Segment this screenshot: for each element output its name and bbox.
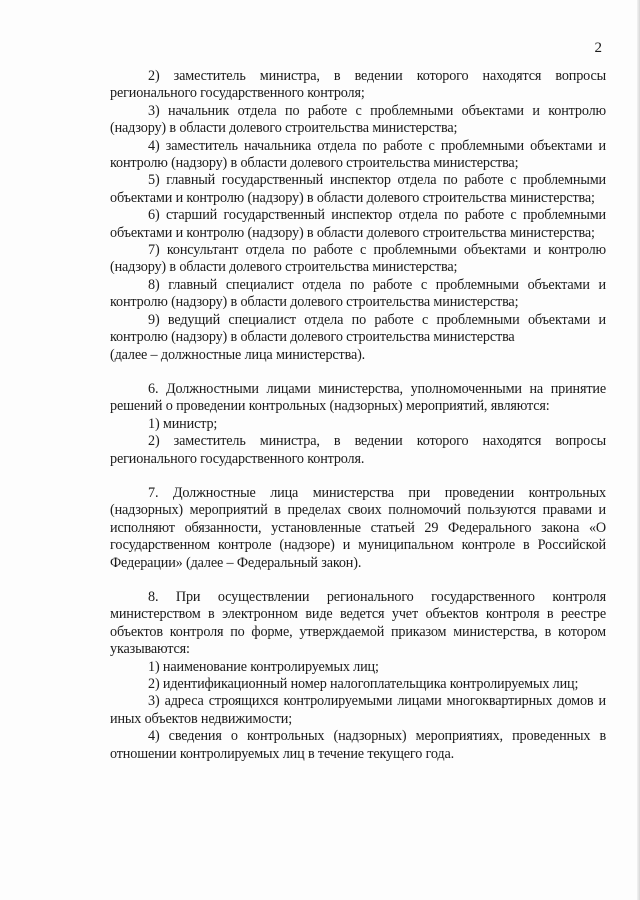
paragraph: 7. Должностные лица министерства при проведении контрольных (надзорных) мероприятий в пределах своих полномочий пользуются правами и исполняют обязанности, установленные статьей 29 Федерального закона «О государственном контроле (надзоре) и муниципальном контроле в Российской Федерации» (далее – Федеральный закон). <box>110 484 606 571</box>
paragraph: 6. Должностными лицами министерства, уполномоченными на принятие решений о проведении контрольных (надзорных) мероприятий, являются: <box>110 380 606 415</box>
paragraph: 2) заместитель министра, в ведении которого находятся вопросы регионального государственного контроля; <box>110 68 606 102</box>
paragraph: 2) идентификационный номер налогоплательщика контролируемых лиц; <box>148 676 579 692</box>
paragraph-gap <box>110 468 606 485</box>
paragraph-gap <box>110 364 606 381</box>
paragraph: 2) заместитель министра, в ведении которого находятся вопросы регионального государственного контроля. <box>110 433 606 467</box>
paragraph: 1) министр; <box>148 415 218 432</box>
paragraph: 6) старший государственный инспектор отдела по работе с проблемными объектами и контролю (надзору) в области долевого строительства министерства; <box>110 207 606 241</box>
paragraph: 1) наименование контролируемых лиц; <box>148 658 379 675</box>
paragraph: 4) сведения о контрольных (надзорных) мероприятиях, проведенных в отношении контролируемых лиц в течение текущего года. <box>110 728 606 762</box>
document-body <box>110 68 606 763</box>
paragraph-gap <box>110 572 606 589</box>
paragraph: 3) начальник отдела по работе с проблемными объектами и контролю (надзору) в области долевого строительства министерства; <box>110 102 606 137</box>
paragraph: 3) адреса строящихся контролируемыми лицами многоквартирных домов и иных объектов недвижимости; <box>110 693 606 727</box>
paragraph: 9) ведущий специалист отдела по работе с проблемными объектами и контролю (надзору) в области долевого строительства министерства (далее – должностные лица министерства). <box>110 311 606 363</box>
paragraph: 4) заместитель начальника отдела по работе с проблемными объектами и контролю (надзору) в области долевого строительства министерства; <box>110 137 606 172</box>
paragraph: 5) главный государственный инспектор отдела по работе с проблемными объектами и контролю (надзору) в области долевого строительства министерства; <box>110 172 606 206</box>
paragraph: 7) консультант отдела по работе с проблемными объектами и контролю (надзору) в области долевого строительства министерства; <box>110 242 606 276</box>
paragraph: 8. При осуществлении регионального государственного контроля министерством в электронном виде ведется учет объектов контроля в реестре объектов контроля по форме, утверждаемой приказом министерства, в котором указываются: <box>110 588 606 658</box>
paragraph: 8) главный специалист отдела по работе с проблемными объектами и контролю (надзору) в области долевого строительства министерства; <box>110 276 606 311</box>
page-number: 2 <box>594 40 602 56</box>
